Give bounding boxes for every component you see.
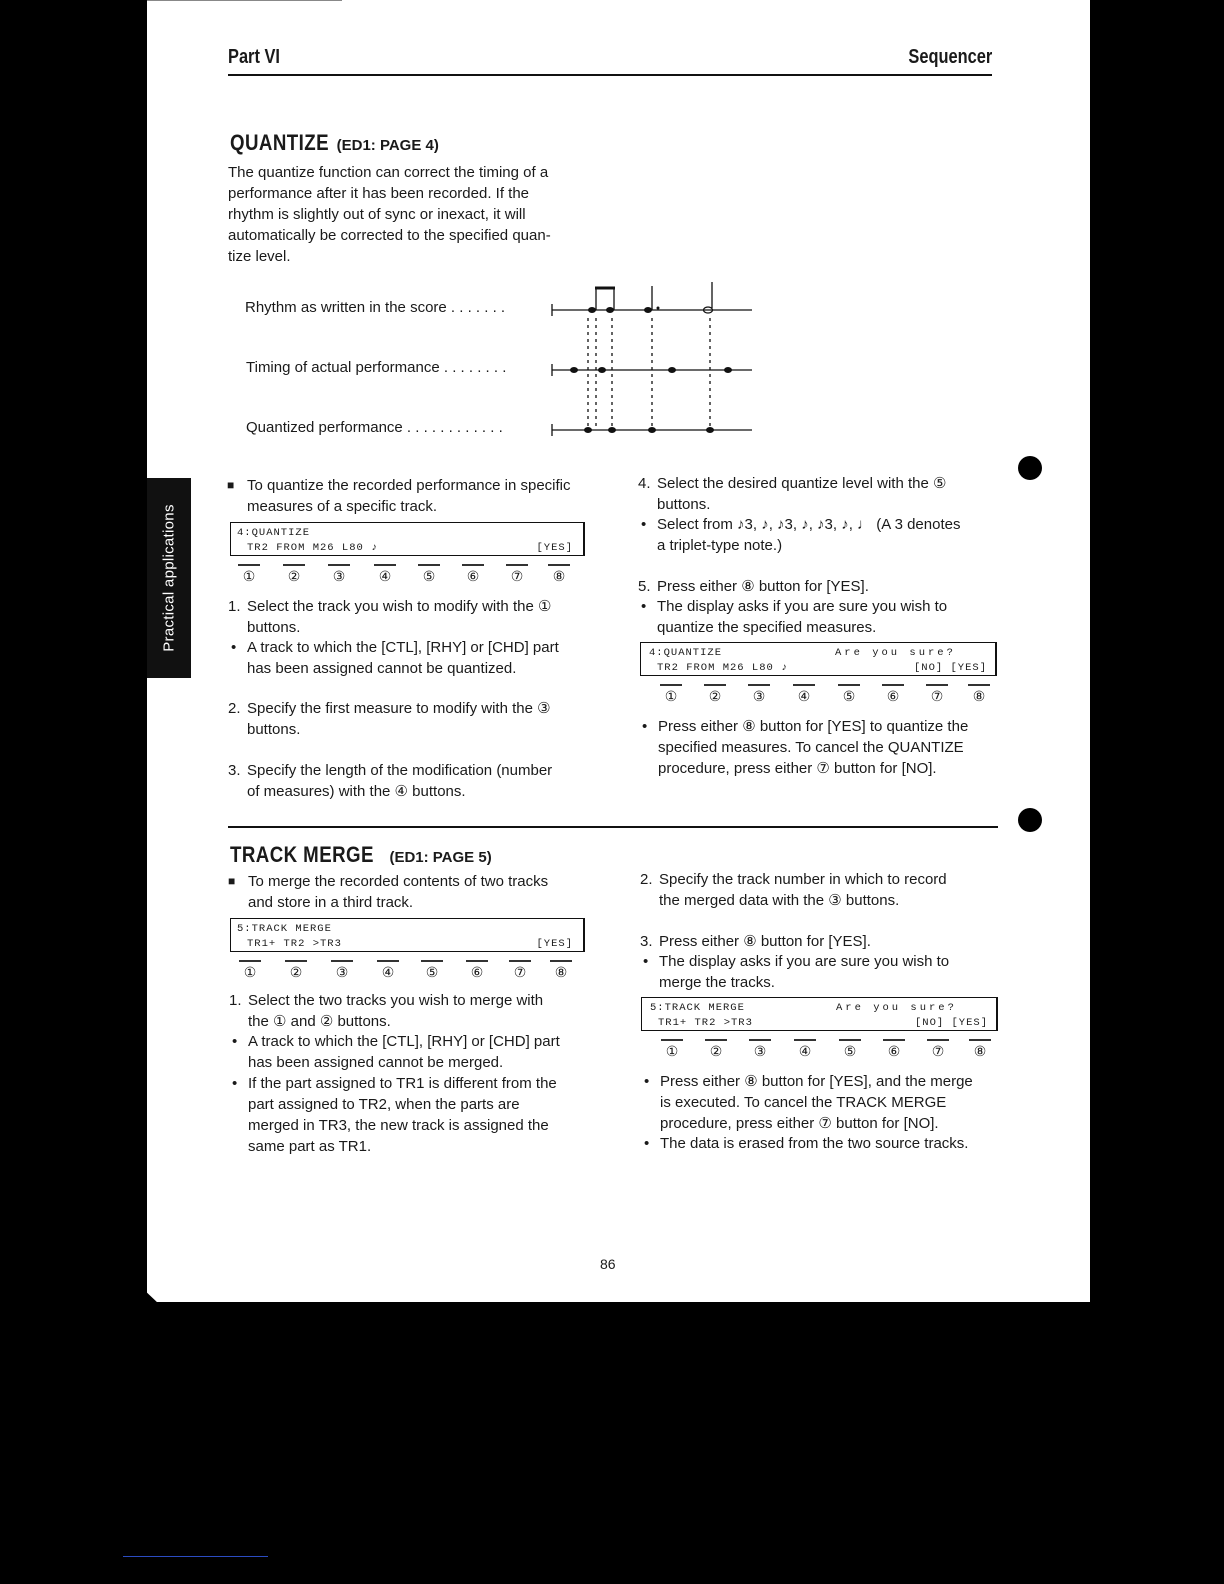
button-7: ⑦: [507, 964, 533, 981]
quantize-step-3: 3. Specify the length of the modification (number of measures) with the ④ buttons.: [247, 760, 592, 802]
scan-page-corner: [123, 1270, 159, 1304]
lcd-line: TR1+ TR2 >TR3: [658, 1017, 753, 1029]
note-line: • Press either ⑧ button for [YES] to quantize the: [658, 718, 969, 735]
merge-final-note-2: [660, 1133, 1005, 1154]
button-3: ③: [326, 568, 352, 585]
note-line: is executed. To cancel the TRACK MERGE: [660, 1094, 947, 1111]
note-line: • A track to which the [CTL], [RHY] or [CHD] part: [248, 1033, 560, 1050]
lcd-merge: [230, 918, 585, 952]
button-5: ⑤: [837, 1043, 863, 1060]
note-line: • The data is erased from the two source tracks.: [660, 1135, 969, 1152]
merge-bullet: [248, 871, 593, 913]
header-section: Sequencer: [908, 46, 992, 68]
merge-step-2: 2. Specify the track number in which to record the merged data with the ③ buttons.: [659, 869, 1004, 911]
lcd-line: TR2 FROM M26 L80 ♪: [247, 542, 379, 554]
button-1: ①: [237, 964, 263, 981]
note-line: has been assigned cannot be quantized.: [247, 660, 517, 677]
button-3: ③: [746, 688, 772, 705]
button-6: ⑥: [460, 568, 486, 585]
lcd-line: TR1+ TR2 >TR3: [247, 938, 342, 950]
button-6: ⑥: [880, 688, 906, 705]
merge-note-1: [248, 1031, 593, 1073]
step-line: buttons.: [247, 721, 301, 738]
quantize-subtitle: (ED1: PAGE 4): [332, 137, 439, 154]
diagram-label-quantized: Quantized performance . . . . . . . . . . . .: [246, 419, 503, 436]
step-line: Specify the track number in which to record: [659, 871, 947, 888]
note-line: quantize the specified measures.: [657, 619, 877, 636]
button-2: ②: [283, 964, 309, 981]
step-line: Select the track you wish to modify with the ①: [247, 598, 552, 615]
note-line: part assigned to TR2, when the parts are: [248, 1096, 520, 1113]
scan-edge-line: [123, 1556, 268, 1557]
button-1: ①: [658, 688, 684, 705]
note-line: • The display asks if you are sure you wish to: [657, 598, 948, 615]
note-head: [588, 307, 596, 313]
intro-line: tize level.: [228, 248, 291, 265]
merge-title: [230, 842, 492, 868]
scan-top-rule: [147, 0, 342, 1]
button-6: ⑥: [464, 964, 490, 981]
button-5: ⑤: [836, 688, 862, 705]
button-8: ⑧: [546, 568, 572, 585]
step-line: the merged data with the ③ buttons.: [659, 892, 900, 909]
scan-border-inner: [123, 0, 147, 1302]
button-4: ④: [372, 568, 398, 585]
button-1: ①: [236, 568, 262, 585]
actual-note: [668, 367, 676, 373]
button-8: ⑧: [548, 964, 574, 981]
quantize-step-4-note: [657, 514, 1002, 556]
note-line: same part as TR1.: [248, 1138, 372, 1155]
step-line: of measures) with the ④ buttons.: [247, 783, 466, 800]
quantize-final-note: [658, 716, 1003, 779]
note-line: • The display asks if you are sure you wish to: [659, 953, 950, 970]
lcd-confirm-text: Are you sure?: [836, 1002, 957, 1014]
button-2: ②: [281, 568, 307, 585]
quantize-bullet: [247, 475, 592, 517]
lcd-no-yes: [NO] [YES]: [913, 662, 987, 674]
quantize-step-4: 4. Select the desired quantize level with the ⑤ buttons.: [657, 473, 1002, 515]
quantize-step-5-note: [657, 596, 1002, 638]
diagram-label-score: Rhythm as written in the score . . . . . . .: [245, 299, 506, 316]
diagram-label-actual: Timing of actual performance . . . . . . . .: [246, 359, 507, 376]
note-line: specified measures. To cancel the QUANTIZE: [658, 739, 964, 756]
step-line: Select the two tracks you wish to merge with: [248, 992, 544, 1009]
scan-border-bottom: [0, 1302, 1224, 1584]
lcd-line: 5:TRACK MERGE: [237, 923, 332, 935]
quantize-intro: [228, 162, 588, 267]
lcd-line: 4:QUANTIZE: [237, 527, 311, 539]
merge-step-3: 3. Press either ⑧ button for [YES].: [659, 931, 1004, 952]
lcd-line: TR2 FROM M26 L80 ♪: [657, 662, 789, 674]
note-line: • Press either ⑧ button for [YES], and the merge: [660, 1073, 973, 1090]
lcd-yes: [YES]: [536, 938, 573, 950]
bullet-line: and store in a third track.: [248, 894, 414, 911]
note-line: • If the part assigned to TR1 is different from the: [248, 1075, 557, 1092]
merge-title-text: TRACK MERGE: [230, 842, 374, 867]
header-rule: [228, 74, 992, 76]
step-line: Press either ⑧ button for [YES].: [657, 578, 869, 595]
button-7: ⑦: [925, 1043, 951, 1060]
bullet-line: ■ To merge the recorded contents of two tracks: [248, 873, 549, 890]
button-3: ③: [329, 964, 355, 981]
bullet-line: ■ To quantize the recorded performance in specific: [247, 477, 571, 494]
step-line: Select the desired quantize level with the ⑤: [657, 475, 947, 492]
merge-subtitle: (ED1: PAGE 5): [385, 849, 492, 866]
quantize-title: [230, 130, 439, 156]
quantized-note: [584, 427, 592, 433]
lcd-quantize-confirm: [640, 642, 997, 676]
note-head: [606, 307, 614, 313]
button-1: ①: [659, 1043, 685, 1060]
lcd-merge-confirm: [641, 997, 998, 1031]
intro-line: automatically be corrected to the specified quan-: [228, 227, 551, 244]
quantize-step-1: 1. Select the track you wish to modify with the ① buttons.: [247, 596, 592, 638]
step-line: the ① and ② buttons.: [248, 1013, 391, 1030]
quantized-note: [648, 427, 656, 433]
merge-final-note-1: [660, 1071, 1005, 1134]
lcd-line: 4:QUANTIZE: [649, 647, 723, 659]
quantize-step-5: 5. Press either ⑧ button for [YES].: [657, 576, 1002, 597]
button-4: ④: [791, 688, 817, 705]
note-line: merge the tracks.: [659, 974, 775, 991]
button-4: ④: [375, 964, 401, 981]
step-line: Specify the length of the modification (number: [247, 762, 553, 779]
scan-dot: [1018, 456, 1042, 480]
button-2: ②: [702, 688, 728, 705]
button-3: ③: [747, 1043, 773, 1060]
intro-line: rhythm is slightly out of sync or inexact, it will: [228, 206, 526, 223]
button-2: ②: [703, 1043, 729, 1060]
rhythm-diagram: [540, 280, 760, 440]
step-line: Specify the first measure to modify with the ③: [247, 700, 551, 717]
quantized-note: [608, 427, 616, 433]
note-head: [644, 307, 652, 313]
page-number: 86: [600, 1256, 616, 1272]
note-line: procedure, press either ⑦ button for [NO].: [660, 1115, 939, 1132]
lcd-quantize: [230, 522, 585, 556]
merge-note-2: [248, 1073, 593, 1157]
lcd-confirm-text: Are you sure?: [835, 647, 956, 659]
actual-note: [598, 367, 606, 373]
note-line: merged in TR3, the new track is assigned the: [248, 1117, 549, 1134]
side-tab: [147, 478, 191, 678]
section-divider: [228, 826, 998, 828]
note-line: • A track to which the [CTL], [RHY] or [CHD] part: [247, 639, 559, 656]
actual-note: [570, 367, 578, 373]
button-8: ⑧: [967, 1043, 993, 1060]
merge-step-1: 1. Select the two tracks you wish to merge with the ① and ② buttons.: [248, 990, 593, 1032]
note-line: a triplet-type note.): [657, 537, 783, 554]
note-line: procedure, press either ⑦ button for [NO].: [658, 760, 937, 777]
intro-line: performance after it has been recorded. If the: [228, 185, 530, 202]
step-line: Press either ⑧ button for [YES].: [659, 933, 871, 950]
quantize-step-2: 2. Specify the first measure to modify with the ③ buttons.: [247, 698, 592, 740]
scan-dot: [1018, 808, 1042, 832]
bullet-line: measures of a specific track.: [247, 498, 438, 515]
intro-line: The quantize function can correct the timing of a: [228, 164, 549, 181]
merge-step-3-note: [659, 951, 1004, 993]
step-line: buttons.: [247, 619, 301, 636]
lcd-line: 5:TRACK MERGE: [650, 1002, 745, 1014]
lcd-no-yes: [NO] [YES]: [914, 1017, 988, 1029]
quantize-step-1-note: [247, 637, 592, 679]
header-part: Part VI: [228, 46, 280, 68]
side-tab-label: Practical applications: [160, 504, 178, 652]
button-7: ⑦: [924, 688, 950, 705]
button-7: ⑦: [504, 568, 530, 585]
step-line: buttons.: [657, 496, 711, 513]
button-6: ⑥: [881, 1043, 907, 1060]
lcd-yes: [YES]: [536, 542, 573, 554]
button-8: ⑧: [966, 688, 992, 705]
button-4: ④: [792, 1043, 818, 1060]
note-line: • Select from ♪3, ♪, ♪3, ♪, ♪3, ♪, ♩ (A 3 denotes: [657, 516, 961, 533]
quantized-note: [706, 427, 714, 433]
quantize-title-text: QUANTIZE: [230, 130, 329, 155]
button-5: ⑤: [419, 964, 445, 981]
button-5: ⑤: [416, 568, 442, 585]
actual-note: [724, 367, 732, 373]
note-line: has been assigned cannot be merged.: [248, 1054, 504, 1071]
